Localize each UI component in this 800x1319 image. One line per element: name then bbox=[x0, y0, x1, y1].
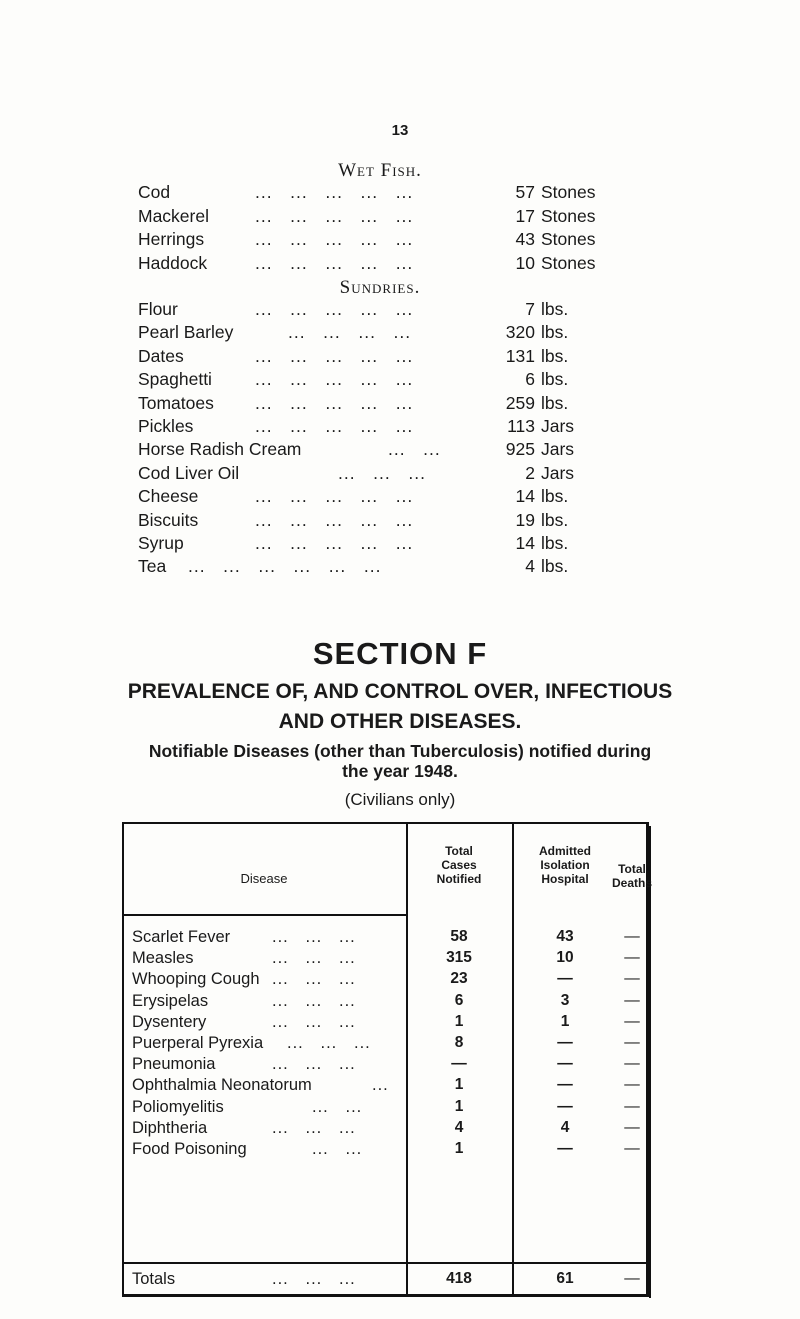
item-name: Dates bbox=[138, 345, 184, 366]
item-unit: lbs. bbox=[541, 299, 569, 319]
item-name: Cheese bbox=[138, 486, 199, 507]
cases-cell: 23 bbox=[450, 970, 468, 988]
list-item bbox=[138, 393, 608, 417]
admitted-cell: 10 bbox=[556, 949, 574, 967]
diseases-table bbox=[122, 822, 652, 1300]
admitted-cell: 3 bbox=[560, 991, 570, 1009]
admitted-cell: — bbox=[557, 1055, 573, 1073]
totals-label: Totals bbox=[132, 1270, 176, 1288]
table-row bbox=[122, 1034, 648, 1056]
disease-name: Poliomyelitis bbox=[132, 1097, 224, 1116]
deaths-cell: — bbox=[624, 1118, 640, 1136]
leader-dots: ... ... ... ... ... bbox=[255, 205, 414, 226]
sundries-heading: Sundries. bbox=[339, 277, 421, 298]
deaths-cell: — bbox=[624, 1012, 640, 1030]
disease-name: Measles bbox=[132, 949, 194, 968]
leader-dots: ... ... ... ... ... bbox=[255, 392, 414, 413]
leader-dots: ... ... ... bbox=[272, 1118, 356, 1137]
list-item bbox=[138, 463, 608, 487]
leader-dots: ... ... ... ... ... bbox=[255, 229, 414, 249]
item-unit: Stones bbox=[541, 252, 596, 273]
admitted-cell: 4 bbox=[560, 1118, 570, 1136]
deaths-cell: — bbox=[624, 1076, 640, 1094]
disease-name: Diphtheria bbox=[132, 1118, 208, 1137]
item-unit: lbs. bbox=[541, 509, 569, 530]
item-unit: Jars bbox=[541, 439, 575, 460]
table-row bbox=[122, 1140, 648, 1162]
item-unit: lbs. bbox=[541, 486, 569, 507]
leader-dots: ... ... ... ... ... bbox=[255, 416, 414, 436]
item-quantity: 2 bbox=[525, 462, 535, 483]
disease-name: Whooping Cough bbox=[132, 970, 260, 989]
list-item bbox=[138, 369, 608, 393]
cases-cell: 58 bbox=[450, 928, 468, 945]
admitted-cell: 43 bbox=[556, 928, 574, 945]
item-unit: lbs. bbox=[541, 345, 569, 366]
item-quantity: 259 bbox=[505, 392, 535, 413]
leader-dots: ... ... ... bbox=[338, 462, 426, 483]
item-unit: lbs. bbox=[541, 556, 569, 577]
totals-row bbox=[122, 1270, 648, 1292]
list-item bbox=[138, 229, 608, 253]
cases-cell: 1 bbox=[454, 1076, 464, 1094]
item-name: Mackerel bbox=[138, 205, 209, 226]
list-item bbox=[138, 346, 608, 370]
item-unit: Stones bbox=[541, 182, 596, 202]
leader-dots: ... ... ... ... ... bbox=[255, 533, 414, 553]
leader-dots: ... ... ... ... ... bbox=[255, 509, 414, 530]
item-name: Pickles bbox=[138, 416, 194, 436]
item-quantity: 6 bbox=[525, 369, 535, 390]
disease-name: Puerperal Pyrexia bbox=[132, 1034, 264, 1052]
leader-dots: ... ... ... ... ... bbox=[255, 252, 414, 273]
leader-dots: ... ... ... bbox=[287, 1034, 371, 1052]
header-admitted-isolation-hospital: Admitted Isolation Hospital bbox=[539, 844, 591, 886]
item-quantity: 320 bbox=[505, 322, 535, 343]
item-quantity: 113 bbox=[507, 416, 535, 436]
item-name: Spaghetti bbox=[138, 369, 212, 390]
item-name: Tea bbox=[138, 556, 167, 577]
item-name: Cod bbox=[138, 182, 171, 202]
cases-cell: 1 bbox=[454, 1097, 464, 1115]
list-item bbox=[138, 533, 608, 557]
list-item bbox=[138, 253, 608, 277]
table-row bbox=[122, 1055, 648, 1077]
item-name: Haddock bbox=[138, 252, 208, 273]
list-item bbox=[138, 182, 608, 206]
list-item bbox=[138, 416, 608, 440]
cases-cell: 4 bbox=[454, 1118, 464, 1136]
list-item bbox=[138, 486, 608, 510]
list-item bbox=[138, 439, 608, 463]
deaths-cell: — bbox=[624, 991, 640, 1009]
table-row bbox=[122, 928, 648, 950]
list-item bbox=[138, 556, 608, 580]
item-name: Cod Liver Oil bbox=[138, 462, 240, 483]
page-number: 13 bbox=[391, 122, 409, 139]
leader-dots: ... ... ... bbox=[272, 949, 356, 968]
deaths-cell: — bbox=[624, 970, 640, 988]
item-name: Biscuits bbox=[138, 509, 199, 530]
header-total-deaths: Total Deaths bbox=[611, 862, 652, 890]
table-row bbox=[122, 949, 648, 971]
item-quantity: 14 bbox=[515, 486, 535, 507]
leader-dots: ... ... ... ... ... ... bbox=[188, 556, 382, 577]
item-quantity: 14 bbox=[515, 533, 535, 553]
deaths-cell: — bbox=[624, 949, 640, 967]
leader-dots: ... ... ... ... ... bbox=[255, 182, 414, 202]
item-unit: Jars bbox=[541, 416, 575, 436]
deaths-cell: — bbox=[624, 1055, 640, 1073]
cases-cell: 1 bbox=[454, 1140, 464, 1157]
cases-cell: 6 bbox=[454, 991, 464, 1009]
item-name: Syrup bbox=[138, 533, 184, 553]
leader-dots: ... ... ... ... ... bbox=[255, 486, 414, 507]
item-unit: Stones bbox=[541, 205, 596, 226]
item-quantity: 131 bbox=[505, 345, 535, 366]
leader-dots: ... ... ... bbox=[272, 1012, 356, 1031]
admitted-cell: — bbox=[557, 1034, 573, 1051]
leader-dots: ... ... bbox=[312, 1140, 363, 1158]
notifiable-caption-line-2: the year 1948. bbox=[342, 761, 458, 781]
list-item bbox=[138, 322, 608, 346]
table-row bbox=[122, 1098, 648, 1120]
leader-dots: ... ... ... ... ... bbox=[255, 299, 414, 319]
totals-deaths: — bbox=[624, 1270, 640, 1287]
list-item bbox=[138, 510, 608, 534]
table-row bbox=[122, 970, 648, 992]
leader-dots: ... ... ... bbox=[272, 991, 356, 1010]
item-quantity: 19 bbox=[515, 509, 535, 530]
item-unit: lbs. bbox=[541, 533, 569, 553]
totals-cases: 418 bbox=[446, 1270, 472, 1287]
leader-dots: ... ... ... bbox=[272, 1055, 356, 1074]
civilians-note: (Civilians only) bbox=[344, 790, 456, 809]
deaths-cell: — bbox=[624, 1140, 640, 1157]
table-row bbox=[122, 1119, 648, 1141]
leader-dots: ... ... ... ... ... bbox=[255, 369, 414, 390]
disease-name: Pneumonia bbox=[132, 1055, 216, 1074]
admitted-cell: 1 bbox=[560, 1012, 570, 1030]
cases-cell: — bbox=[451, 1055, 467, 1073]
admitted-cell: — bbox=[557, 970, 573, 988]
item-name: Horse Radish Cream bbox=[138, 439, 302, 460]
list-item bbox=[138, 299, 608, 323]
item-name: Herrings bbox=[138, 229, 205, 249]
section-title: SECTION F bbox=[312, 636, 488, 671]
disease-name: Scarlet Fever bbox=[132, 928, 231, 946]
item-quantity: 57 bbox=[515, 182, 535, 202]
totals-admitted: 61 bbox=[556, 1270, 574, 1287]
disease-name: Food Poisoning bbox=[132, 1140, 247, 1158]
header-total-cases: Total Cases Notified bbox=[436, 844, 482, 886]
admitted-cell: — bbox=[557, 1140, 573, 1157]
item-quantity: 7 bbox=[525, 299, 535, 319]
item-unit: lbs. bbox=[541, 392, 569, 413]
leader-dots: ... ... bbox=[312, 1097, 363, 1116]
table-row bbox=[122, 992, 648, 1014]
item-name: Flour bbox=[138, 299, 178, 319]
item-quantity: 43 bbox=[515, 229, 535, 249]
item-quantity: 4 bbox=[525, 556, 535, 577]
item-name: Tomatoes bbox=[138, 392, 214, 413]
item-quantity: 925 bbox=[505, 439, 535, 460]
admitted-cell: — bbox=[557, 1076, 573, 1094]
item-unit: lbs. bbox=[541, 322, 569, 343]
cases-cell: 1 bbox=[454, 1012, 464, 1030]
leader-dots: ... ... ... bbox=[272, 928, 356, 946]
leader-dots: ... ... ... ... bbox=[288, 322, 412, 343]
disease-name: Erysipelas bbox=[132, 991, 209, 1010]
item-name: Pearl Barley bbox=[138, 322, 234, 343]
table-row bbox=[122, 1013, 648, 1035]
section-heading-line-1: PREVALENCE OF, AND CONTROL OVER, INFECTIOUS bbox=[127, 680, 673, 703]
deaths-cell: — bbox=[624, 1097, 640, 1115]
item-unit: lbs. bbox=[541, 369, 569, 390]
item-unit: Stones bbox=[541, 229, 596, 249]
section-heading-line-2: AND OTHER DISEASES. bbox=[278, 710, 522, 733]
leader-dots: ... ... ... ... ... bbox=[255, 345, 414, 366]
item-quantity: 17 bbox=[515, 205, 535, 226]
disease-name: Ophthalmia Neonatorum bbox=[132, 1076, 312, 1095]
leader-dots: ... ... ... bbox=[272, 970, 356, 989]
deaths-cell: — bbox=[624, 928, 640, 945]
item-quantity: 10 bbox=[515, 252, 535, 273]
admitted-cell: — bbox=[557, 1097, 573, 1115]
notifiable-caption-line-1: Notifiable Diseases (other than Tuberculosis) notified during bbox=[148, 741, 652, 761]
wet-fish-heading: Wet Fish. bbox=[338, 160, 422, 181]
cases-cell: 315 bbox=[446, 949, 472, 967]
header-disease: Disease bbox=[240, 871, 288, 886]
leader-dots: ... bbox=[372, 1076, 389, 1095]
leader-dots: ... ... ... bbox=[272, 1270, 356, 1288]
item-unit: Jars bbox=[541, 462, 575, 483]
cases-cell: 8 bbox=[454, 1034, 464, 1051]
table-row bbox=[122, 1076, 648, 1098]
leader-dots: ... ... bbox=[388, 439, 441, 460]
list-item bbox=[138, 206, 608, 230]
disease-name: Dysentery bbox=[132, 1012, 207, 1031]
deaths-cell: — bbox=[624, 1034, 640, 1051]
